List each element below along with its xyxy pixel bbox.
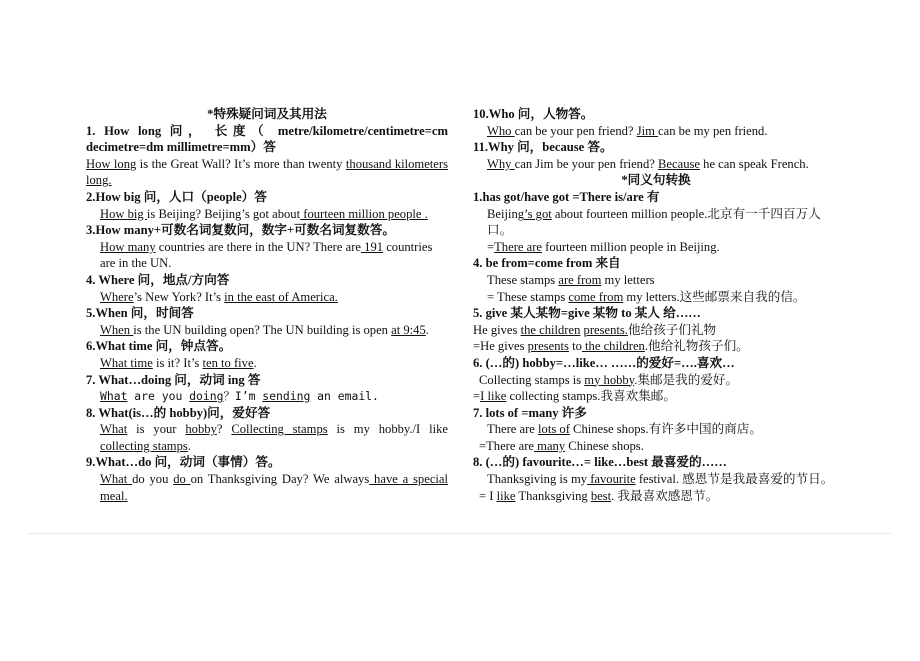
example-text: is my hobby./I like [327, 422, 449, 437]
answer-underline: Jim [636, 123, 659, 138]
item-example-3 [86, 239, 448, 272]
section-title-question-words: *特殊疑问词及其用法 [207, 107, 327, 121]
answer-underline: Where [100, 289, 134, 304]
example-text: can Jim be your pen friend? [514, 156, 659, 171]
answer-underline: ten to five [202, 355, 254, 370]
answer-underline: Why [487, 156, 515, 171]
rule-example-8b [473, 488, 839, 505]
item-example-8 [86, 421, 448, 454]
answer-underline: 191 [361, 239, 384, 254]
rule-heading-1: 1.has got/have got =There is/are 有 [473, 189, 660, 204]
example-text: can be your pen friend? [514, 123, 637, 138]
answer-underline: Collecting stamps [231, 422, 328, 437]
item-example-6 [86, 355, 448, 372]
item-heading-11: 11.Why 问，because 答。 [473, 140, 613, 155]
answer-underline: There are [494, 239, 542, 254]
item-example-11 [473, 156, 839, 173]
example-text: is it? It’s [152, 355, 203, 370]
example-text: There are [487, 422, 539, 437]
item-example-2 [86, 206, 448, 223]
rule-heading-7: 7. lots of =many 许多 [473, 405, 587, 420]
answer-underline: in the east of America. [224, 289, 338, 304]
item-example-9 [86, 471, 448, 504]
rule-example-7b [473, 438, 839, 455]
right-column [473, 106, 839, 504]
example-text: Chinese shops. [565, 438, 644, 453]
answer-underline: have a special meal. [100, 472, 449, 503]
answer-underline: Who [487, 123, 515, 138]
answer-underline: are from [558, 272, 602, 287]
example-text: countries are there in the UN? There are [155, 239, 361, 254]
rule-example-1b [473, 239, 839, 256]
rule-heading-8: 8. (…的) favourite…= like…best 最喜爱的…… [473, 455, 727, 470]
answer-underline: sending [262, 389, 311, 404]
example-text: do you [132, 472, 174, 487]
example-text: Thanksgiving is my [487, 472, 588, 487]
rule-example-5b [473, 338, 839, 355]
rule-example-7a [473, 421, 839, 438]
example-text: These stamps [487, 272, 559, 287]
answer-underline: lots of [538, 422, 570, 437]
rule-example-4a [473, 272, 839, 289]
example-text: 他给孩子们礼物 [627, 322, 717, 337]
item-heading-9: 9.What…do 问，动词（事情）答。 [86, 455, 281, 470]
answer-underline: my hobby [584, 372, 635, 387]
example-text: about fourteen million people.北京有一千四百万人口。 [487, 206, 821, 238]
example-text: countries are in the UN. [100, 239, 433, 271]
example-text: are you [127, 389, 190, 404]
item-heading-10: 10.Who 问，人物答。 [473, 107, 594, 121]
answer-underline: How many [100, 239, 156, 254]
example-text: on Thanksgiving Day? We always [190, 472, 370, 487]
item-heading-6: 6.What time 问，钟点答。 [86, 339, 232, 354]
example-text: . [253, 355, 257, 370]
example-text: my letters.这些邮票来自我的信。 [623, 289, 806, 304]
rule-example-6b [473, 388, 839, 405]
answer-underline: What [100, 389, 128, 404]
answer-underline: What [100, 422, 128, 437]
example-text: an email. [310, 389, 379, 404]
example-text: is the UN building open? The UN building is open [133, 322, 392, 337]
item-example-4 [86, 289, 448, 306]
item-heading-8: 8. What(is…的 hobby)问，爱好答 [86, 405, 271, 420]
page-divider [28, 533, 892, 534]
answer-underline: I like [480, 389, 507, 404]
answer-underline: When [100, 322, 134, 337]
answer-underline: collecting stamps [100, 438, 188, 453]
left-column [86, 106, 448, 504]
answer-underline: fourteen million people . [300, 206, 428, 221]
item-heading-7: 7. What…doing 问，动词 ing 答 [86, 372, 261, 387]
example-text: is Beijing? Beijing’s got about [146, 206, 301, 221]
answer-underline: How long [86, 156, 137, 171]
answer-underline: like [496, 488, 516, 503]
rule-example-6a [473, 372, 839, 389]
example-text: can be my pen friend. [658, 123, 768, 138]
example-text: = [487, 239, 495, 254]
answer-underline: What time [100, 355, 153, 370]
example-text: Beijing [487, 206, 525, 221]
example-text: festival. 感恩节是我最喜爱的节日。 [635, 472, 834, 487]
example-text: is your [127, 422, 186, 437]
example-text: . 我最喜欢感恩节。 [611, 488, 719, 503]
answer-underline: many [534, 438, 566, 453]
answer-underline: presents [527, 339, 569, 354]
answer-underline: What [100, 472, 133, 487]
example-text: collecting stamps.我喜欢集邮。 [506, 389, 676, 404]
rule-heading-5: 5. give 某人某物=give 某物 to 某人 给…… [473, 306, 701, 321]
item-example-1 [86, 156, 448, 189]
answer-underline: presents. [583, 322, 628, 337]
example-text: .集邮是我的爱好。 [634, 372, 739, 387]
item-example-5 [86, 322, 448, 339]
item-heading-3: 3.How many+可数名词复数问，数字+可数名词复数答。 [86, 223, 395, 238]
item-heading-4: 4. Where 问，地点/方向答 [86, 272, 230, 287]
rule-heading-6: 6. (…的) hobby=…like… ……的爱好=….喜欢… [473, 355, 735, 370]
item-example-10 [473, 123, 839, 140]
answer-underline: the children [520, 322, 581, 337]
answer-underline: come from [568, 289, 624, 304]
answer-underline: at 9:45 [391, 322, 426, 337]
answer-underline: hobby [185, 422, 217, 437]
example-text: Collecting stamps is [479, 372, 585, 387]
example-text: my letters [601, 272, 655, 287]
answer-underline: the children [581, 339, 645, 354]
item-heading-2: 2.How big 问，人口（people）答 [86, 189, 267, 204]
answer-underline: favourite [587, 472, 636, 487]
rule-example-4b [473, 289, 839, 306]
rule-heading-4: 4. be from=come from 来自 [473, 256, 621, 271]
answer-underline: ’s got [524, 206, 552, 221]
answer-underline: thousand kilometers long. [86, 156, 448, 188]
example-text: to [568, 339, 582, 354]
example-text: .他给礼物孩子们。 [644, 339, 749, 354]
answer-underline: best [590, 488, 612, 503]
example-text: . [187, 438, 191, 453]
item-example-7 [86, 388, 448, 405]
rule-example-5a [473, 322, 839, 339]
example-text: = I [479, 488, 497, 503]
example-text: =There are [479, 438, 534, 453]
answer-underline: How big [100, 206, 147, 221]
answer-underline: doing [189, 389, 224, 404]
example-text: = These stamps [487, 289, 569, 304]
item-heading-1: 1. How long 问， 长度（ metre/kilometre/centimetre=cm decimetre=dm millimetre=mm）答 [86, 123, 448, 155]
rule-example-1a [473, 206, 839, 239]
example-text: = [473, 389, 481, 404]
answer-underline: Because [658, 156, 700, 171]
example-text: He gives [473, 322, 521, 337]
example-text: . [425, 322, 429, 337]
rule-example-8a [473, 471, 839, 488]
item-heading-5: 5.When 问，时间答 [86, 306, 194, 321]
section-title-synonym: *同义句转换 [621, 173, 691, 188]
example-text: he can speak French. [700, 156, 809, 171]
example-text: ？I’m [223, 389, 263, 404]
example-text: fourteen million people in Beijing. [542, 239, 720, 254]
example-text: Chinese shops.有许多中国的商店。 [569, 422, 762, 437]
example-text: ? [216, 422, 232, 437]
example-text: is the Great Wall? It’s more than twenty [136, 156, 346, 171]
example-text: =He gives [473, 339, 528, 354]
example-text: ’s New York? It’s [133, 289, 225, 304]
answer-underline: do [173, 472, 191, 487]
example-text: Thanksgiving [515, 488, 591, 503]
